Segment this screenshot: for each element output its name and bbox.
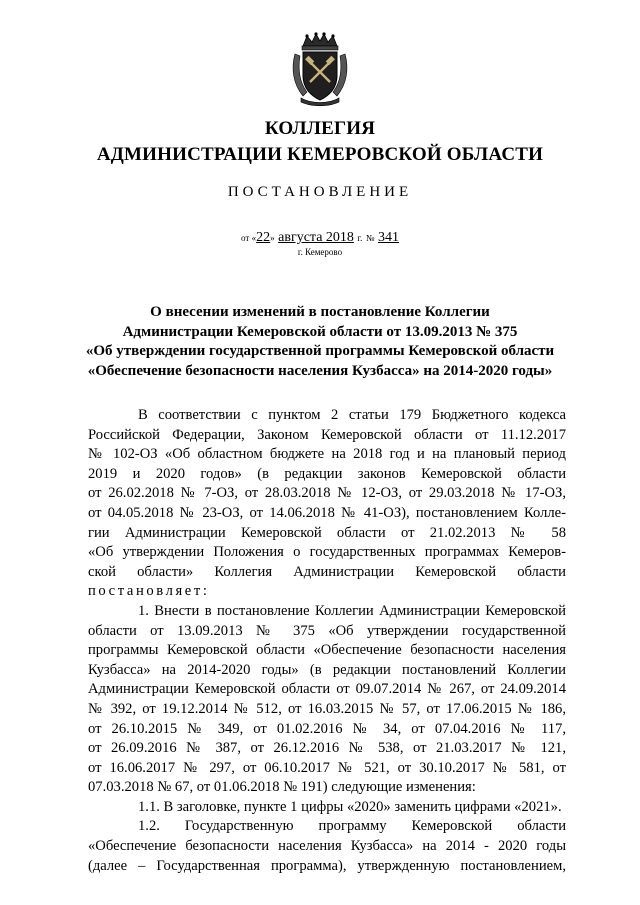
body-line: от 04.05.2018 № 23-ОЗ, от 14.06.2018 № 41-ОЗ), постановлением Колле- bbox=[88, 504, 566, 521]
date-prefix: от « bbox=[241, 233, 257, 243]
body-line: от 26.09.2016 № 387, от 26.12.2016 № 538, от 21.03.2017 № 121, bbox=[88, 740, 566, 757]
subject-line: «Об утверждении государственной программы Кемеровской области bbox=[85, 343, 555, 359]
body-line: от 26.10.2015 № 349, от 01.02.2016 № 34, от 07.04.2016 № 117, bbox=[88, 720, 566, 737]
body-line: ской области» Коллегия Администрации Кемеровской области bbox=[88, 563, 566, 580]
body-line: Администрации Кемеровской области от 09.07.2014 № 267, от 24.09.2014 bbox=[88, 681, 566, 698]
body-line: программы Кемеровской области «Обеспечение безопасности населения bbox=[88, 642, 566, 659]
org-title-line1: КОЛЛЕГИЯ bbox=[264, 118, 376, 139]
subject-line: «Обеспечение безопасности населения Кузбасса» на 2014-2020 годы» bbox=[87, 362, 553, 379]
body-line: «Обеспечение безопасности населения Кузбасса» на 2014 - 2020 годы bbox=[88, 838, 566, 855]
body-line: № 102-ОЗ «Об областном бюджете на 2018 год и на плановый период bbox=[88, 446, 566, 463]
document-body bbox=[88, 406, 566, 876]
city: г. Кемерово bbox=[297, 247, 343, 257]
body-line: 2019 и 2020 годов» (в редакции законов Кемеровской области bbox=[88, 465, 566, 482]
date-day: 22 bbox=[256, 230, 271, 245]
date-number-line bbox=[0, 230, 640, 246]
body-line: Российской Федерации, Законом Кемеровской области от 11.12.2017 bbox=[88, 426, 566, 443]
date-year-suffix: г. bbox=[357, 233, 363, 243]
body-line: от 26.02.2018 № 7-ОЗ, от 28.03.2018 № 12-ОЗ, от 29.03.2018 № 17-ОЗ, bbox=[88, 485, 566, 502]
document-subject bbox=[60, 303, 580, 381]
body-line: области от 13.09.2013 № 375 «Об утверждении государственной bbox=[88, 622, 566, 639]
coat-of-arms-icon bbox=[289, 32, 351, 106]
body-line: Кузбасса» на 2014-2020 годы» (в редакции постановлений Коллегии bbox=[88, 661, 566, 678]
document-type: ПОСТАНОВЛЕНИЕ bbox=[227, 184, 413, 200]
body-line: гии Администрации Кемеровской области от 21.02.2013 № 58 bbox=[88, 524, 566, 541]
org-title-line2: АДМИНИСТРАЦИИ КЕМЕРОВСКОЙ ОБЛАСТИ bbox=[96, 144, 544, 165]
document-number: 341 bbox=[377, 230, 399, 245]
body-line: (далее – Государственная программа), утвержденную постановлением, bbox=[88, 857, 566, 874]
date-mid: » bbox=[270, 233, 275, 243]
body-line: 1.2. Государственную программу Кемеровской области bbox=[138, 818, 566, 835]
body-line: 1.1. В заголовке, пункте 1 цифры «2020» заменить цифрами «2021». bbox=[138, 798, 562, 815]
body-line: В соответствии с пунктом 2 статьи 179 Бюджетного кодекса bbox=[138, 407, 566, 423]
body-line: № 392, от 19.12.2014 № 512, от 16.03.2015 № 57, от 17.06.2015 № 186, bbox=[88, 700, 566, 717]
date-month-year: августа 2018 bbox=[278, 230, 354, 245]
body-line: от 16.06.2017 № 297, от 06.10.2017 № 521, от 30.10.2017 № 581, от bbox=[88, 759, 566, 776]
body-line-resolves: постановляет: bbox=[88, 583, 210, 600]
body-line: 1. Внести в постановление Коллегии Администрации Кемеровской bbox=[138, 602, 566, 619]
subject-line: Администрации Кемеровской области от 13.09.2013 № 375 bbox=[122, 323, 518, 340]
number-prefix: № bbox=[365, 233, 375, 243]
subject-line: О внесении изменений в постановление Коллегии bbox=[150, 304, 490, 320]
body-line: 07.03.2018 № 67, от 01.06.2018 № 191) следующие изменения: bbox=[88, 779, 476, 796]
body-line: «Об утверждении Положения о государственных программах Кемеров- bbox=[88, 544, 566, 561]
